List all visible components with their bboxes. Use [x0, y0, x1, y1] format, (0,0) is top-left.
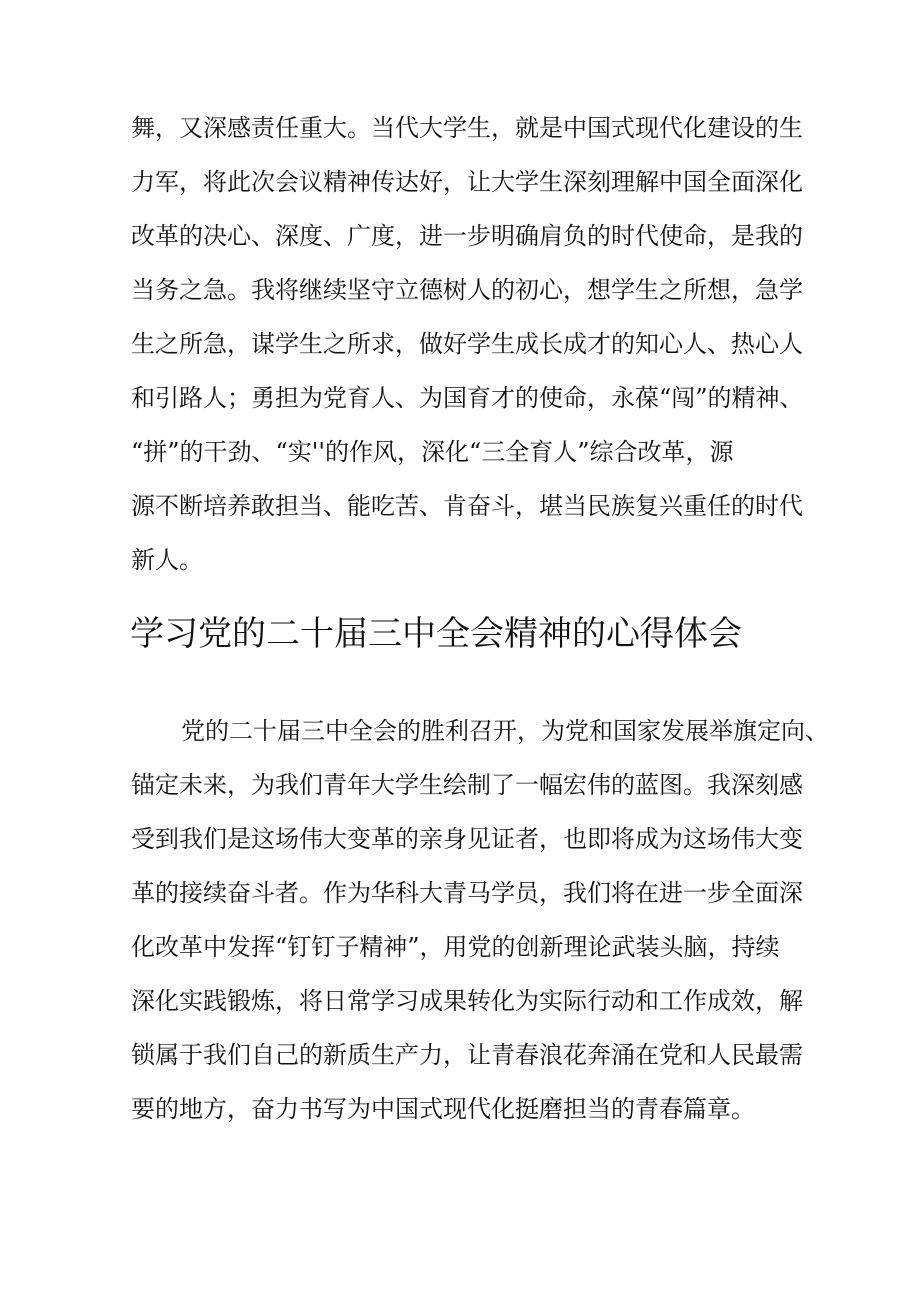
paragraph-line: 生之所急，谋学生之所求，做好学生成长成才的知心人、热心人	[131, 330, 803, 358]
paragraph-line: 新人。	[131, 546, 203, 574]
paragraph-line: 舞，又深感责任重大。当代大学生，就是中国式现代化建设的生	[131, 114, 803, 142]
paragraph-line: 受到我们是这场伟大变革的亲身见证者，也即将成为这场伟大变	[131, 825, 803, 853]
paragraph-line: 党的二十届三中全会的胜利召开，为党和国家发展举旗定向、	[181, 717, 829, 745]
paragraph-line: 革的接续奋斗者。作为华科大青马学员，我们将在进一步全面深	[131, 879, 803, 907]
paragraph-line: 源不断培养敢担当、能吃苦、肯奋斗，堪当民族复兴重任的时代	[131, 492, 803, 520]
paragraph-line: 改革的决心、深度、广度，进一步明确肩负的时代使命，是我的	[131, 222, 803, 250]
paragraph-line: 力军，将此次会议精神传达好，让大学生深刻理解中国全面深化	[131, 168, 803, 196]
paragraph-line: 要的地方，奋力书写为中国式现代化挺磨担当的青春篇章。	[131, 1095, 755, 1123]
paragraph-line: 锚定未来，为我们青年大学生绘制了一幅宏伟的蓝图。我深刻感	[131, 771, 803, 799]
paragraph-line: 和引路人；勇担为党育人、为国育才的使命，永葆“闯”的精神、	[131, 384, 804, 412]
paragraph-line: “拼”的干劲、“实''的作风，深化“三全育人”综合改革，源	[131, 438, 734, 466]
paragraph-line: 当务之急。我将继续坚守立德树人的初心，想学生之所想，急学	[131, 276, 803, 304]
paragraph-line: 锁属于我们自己的新质生产力，让青春浪花奔涌在党和人民最需	[131, 1041, 803, 1069]
paragraph-line: 深化实践锻炼，将日常学习成果转化为实际行动和工作成效，解	[131, 987, 803, 1015]
section-title: 学习党的二十届三中全会精神的心得体会	[130, 614, 742, 654]
paragraph-line: 化改革中发挥“钉钉子精神”，用党的创新理论武装头脑，持续	[131, 933, 780, 961]
